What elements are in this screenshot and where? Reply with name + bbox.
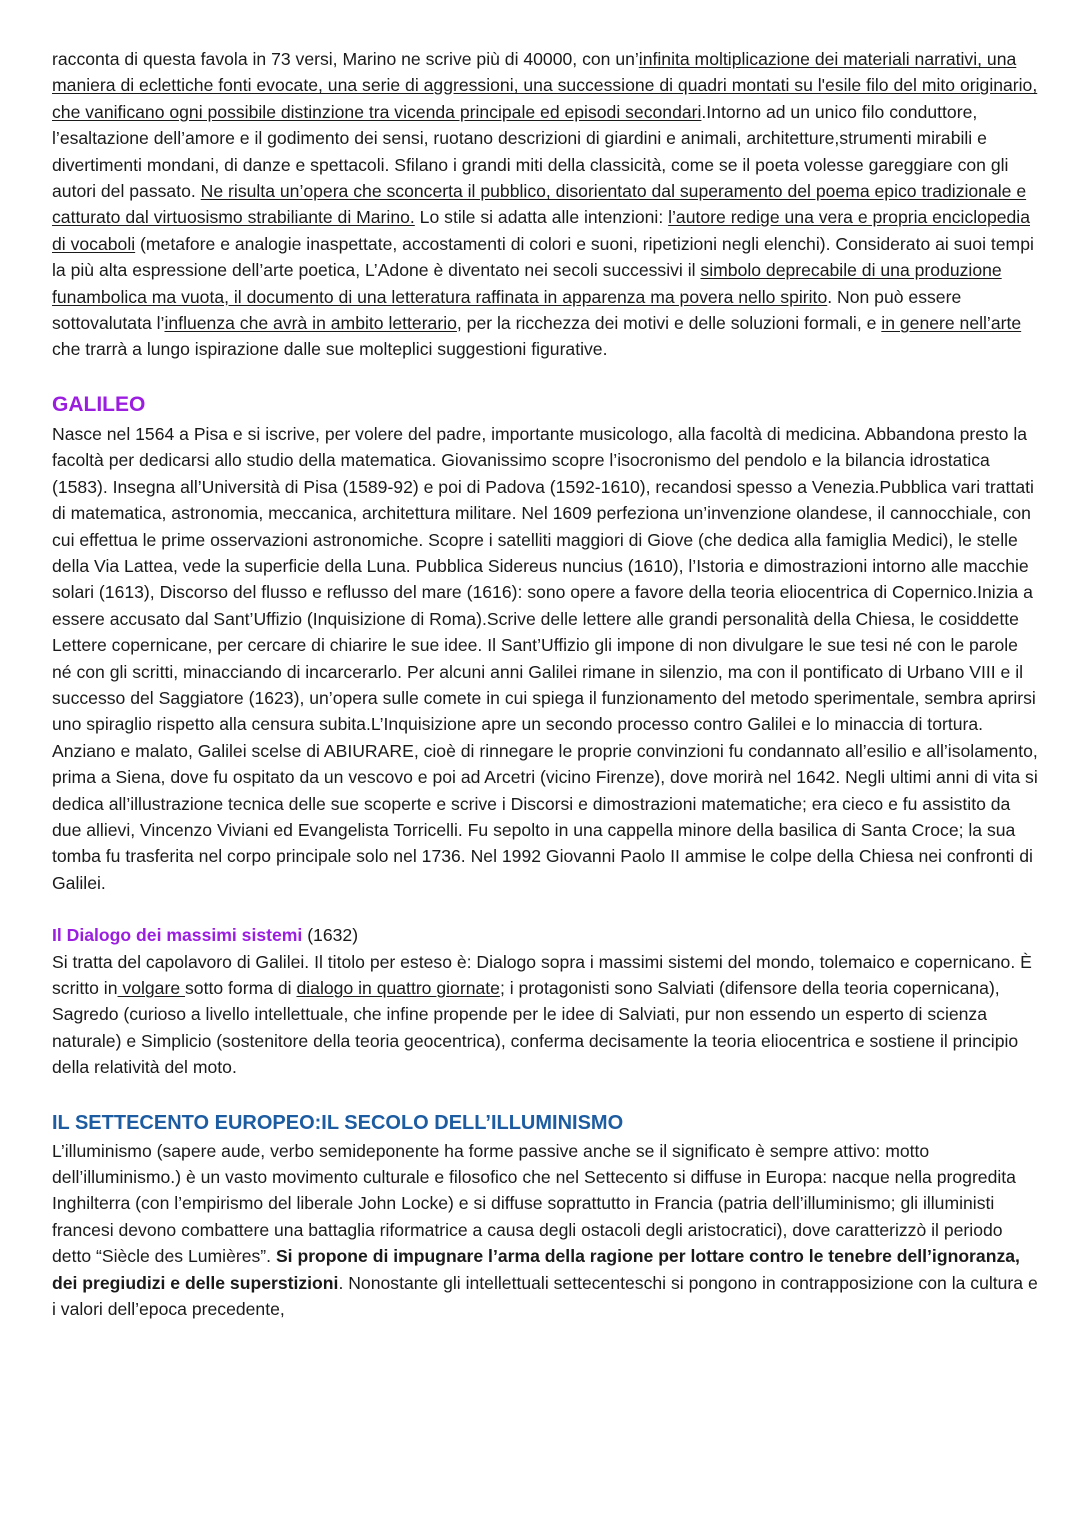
- underlined-text: l’autore redige una vera e propria enciclopedia di vocaboli: [52, 207, 1030, 254]
- bold-text: Si propone di impugnare l’arma della ragione per lottare contro le tenebre dell’ignoranza, dei pregiudizi e delle superstizioni: [52, 1246, 1020, 1293]
- underlined-text: Ne risulta un’opera che sconcerta il pubblico, disorientato dal superamento del poema epico tradizionale e catturato dal virtuosismo strabiliante di Marino.: [52, 181, 1027, 228]
- text-span: Lo stile si adatta alle intenzioni:: [414, 207, 669, 228]
- underlined-text: volgare: [117, 978, 185, 998]
- text-span: sotto forma di: [185, 978, 297, 998]
- settecento-heading: IL SETTECENTO EUROPEO:IL SECOLO DELL’ILLUMINISMO: [52, 1111, 624, 1134]
- text-span: L’illuminismo (sapere aude, verbo semideponente ha forme passive anche se il significato è sempre attivo: motto dell’illuminismo.) è un vasto movimento culturale e filosofico che nel Settecento si diffuse in Europa: nacque nella progredita Inghilterra (con l’empirismo del liberale John Locke) e si diffuse soprattutto in Francia (patria dell’illuminismo; gli illuministi francesi devono combattere una battaglia riformatrice a causa degli ostacoli degli aristocratici), dove caratterizzò il periodo detto “Siècle des Lumières”.: [52, 1140, 1016, 1267]
- text-span: . Nonostante gli intellettuali settecenteschi si pongono in contrapposizione con la cultura e i valori dell’epoca precedente,: [52, 1272, 1038, 1320]
- dialogo-title: Il Dialogo dei massimi sistemi: [52, 925, 303, 946]
- dialogo-subheading: [52, 922, 1040, 948]
- marino-paragraph: [52, 46, 1040, 363]
- text-span: Si tratta del capolavoro di Galilei. Il titolo per esteso è: Dialogo sopra i massimi sistemi del mondo, tolemaico e copernicano. È scritto in: [52, 951, 1032, 998]
- galileo-paragraph: Nasce nel 1564 a Pisa e si iscrive, per volere del padre, importante musicologo, alla facoltà di medicina. Abbandona presto la facoltà per dedicarsi allo studio della matematica. Giovanissimo scopre l’isocronismo del pendolo e la bilancia idrostatica (1583). Insegna all’Università di Pisa (1589-92) e poi di Padova (1592-1610), recandosi spesso a Venezia.Pubblica vari trattati di matematica, astronomia, meccanica, architettura militare. Nel 1609 perfeziona un’invenzione olandese, il cannocchiale, con cui effettua le prime osservazioni astronomiche. Scopre i satelliti maggiori di Giove (che dedica alla famiglia Medici), le stelle della Via Lattea, vede la superficie della Luna. Pubblica Sidereus nuncius (1610), l’Istoria e dimostrazioni intorno alle macchie solari (1613), Discorso del flusso e reflusso del mare (1616): sono opere a favore della teoria eliocentrica di Copernico.Inizia a essere accusato dal Sant’Uffizio (Inquisizione di Roma).Scrive delle lettere alle grandi personalità della Chiesa, le cosiddette Lettere copernicane, per cercare di chiarire le sue idee. Il Sant’Uffizio gli impone di non divulgare le sue tesi né con le parole né con gli scritti, minacciando di incarcerarlo. Per alcuni anni Galilei rimane in silenzio, ma con il pontificato di Urbano VIII e il successo del Saggiatore (1623), un’opera sulle comete in cui spiega il funzionamento del metodo sperimentale, sembra aprirsi uno spiraglio rispetto alla censura subita.L’Inquisizione apre un secondo processo contro Galilei e lo minaccia di tortura. Anziano e malato, Galilei scelse di ABIURARE, cioè di rinnegare le proprie convinzioni fu condannato all’esilio e all’isolamento, prima a Siena, dove fu ospitato da un vescovo e poi ad Arcetri (vicino Firenze), dove morirà nel 1642. Negli ultimi anni di vita si dedica all’illustrazione tecnica delle sue scoperte e scrive i Discorsi e dimostrazioni matematiche; era cieco e fu assistito da due allievi, Vincenzo Viviani ed Evangelista Torricelli. Fu sepolto in una cappella minore della basilica di Santa Croce; la sua tomba fu trasferita nel corpo principale solo nel 1736. Nel 1992 Giovanni Paolo II ammise le colpe della Chiesa nei confronti di Galilei.: [52, 423, 1038, 893]
- text-span: racconta di questa favola in 73 versi, Marino ne scrive più di 40000, con un’: [52, 49, 639, 69]
- text-span: che trarrà a lungo ispirazione dalle sue molteplici suggestioni figurative.: [52, 339, 608, 360]
- text-span: (metafore e analogie inaspettate, accostamenti di colori e suoni, ripetizioni negli elenchi). Considerato ai suoi tempi la più alta espressione dell’arte poetica, L’Adone è diventato nei secoli successivi il: [52, 233, 1034, 281]
- text-span: .Intorno ad un unico filo conduttore, l’esaltazione dell’amore e il godimento dei sensi, ruotano descrizioni di giardini e animali, architetture,strumenti mirabili e divertimenti mondani, di danze e spettacoli. Sfilano i grandi miti della classicità, come se il poeta volesse gareggiare con gli autori del passato.: [52, 101, 1009, 202]
- text-span: . Non può essere sottovalutata l’: [52, 286, 962, 334]
- text-span: , per la ricchezza dei motivi e delle soluzioni formali, e: [456, 313, 882, 334]
- dialogo-year: (1632): [302, 925, 359, 946]
- underlined-text: infinita moltiplicazione dei materiali narrativi, una maniera di eclettiche fonti evocate, una serie di aggressioni, una successione di quadri montati su l'esile filo del mito originario, che vanificano ogni possibile distinzione tra vicenda principale ed episodi secondari: [52, 49, 1038, 122]
- galileo-heading: GALILEO: [52, 392, 146, 416]
- text-span: ; i protagonisti sono Salviati (difensore della teoria copernicana), Sagredo (curioso a livello intellettuale, che infine propende per le idee di Salviati, pur non essendo un esperto di scienza naturale) e Simplicio (sostenitore della teoria geocentrica), conferma decisamente la teoria eliocentrica e sostiene il principio della relatività del moto.: [52, 978, 1019, 1078]
- settecento-paragraph: [52, 1138, 1040, 1323]
- dialogo-paragraph: [52, 949, 1040, 1081]
- underlined-text: simbolo deprecabile di una produzione funambolica ma vuota, il documento di una letteratura raffinata in apparenza ma povera nello spirito: [52, 260, 1002, 307]
- underlined-text: dialogo in quattro giornate: [296, 978, 500, 998]
- underlined-text: in genere nell’arte: [881, 313, 1022, 334]
- underlined-text: influenza che avrà in ambito letterario: [164, 313, 457, 334]
